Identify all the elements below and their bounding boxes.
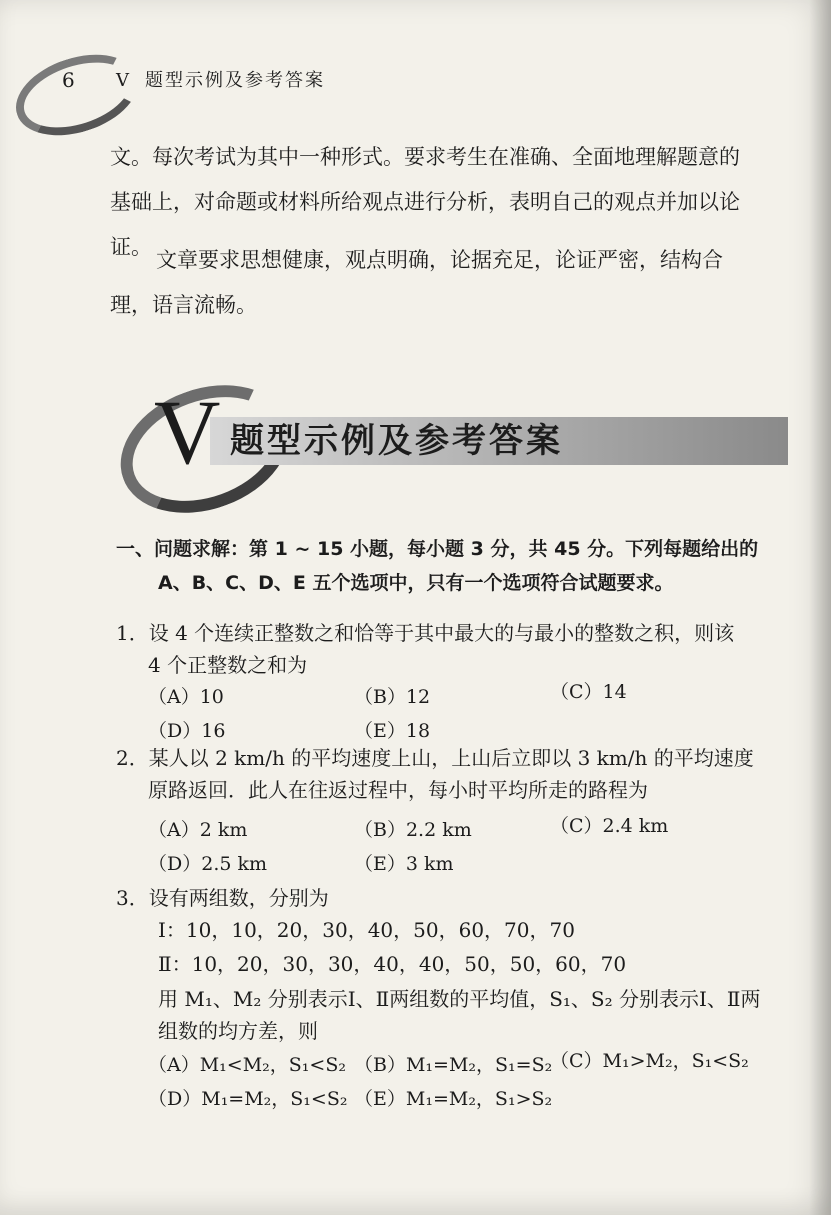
option-c: （C）2.4 km <box>550 815 669 837</box>
section-heading <box>116 532 796 600</box>
option-b: （B）2.2 km <box>354 819 472 841</box>
page-number: 6 <box>62 68 75 92</box>
option-d: （D）16 <box>148 720 226 742</box>
option-a: （A）M₁<M₂，S₁<S₂ <box>148 1054 346 1076</box>
question-1-line1: 1．设 4 个连续正整数之和恰等于其中最大的与最小的整数之积，则该 <box>116 621 735 645</box>
header-title-text: 题型示例及参考答案 <box>145 70 325 91</box>
option-e: （E）3 km <box>354 853 454 875</box>
question-3-group-2: Ⅱ：10，20，30，30，40，40，50，50，60，70 <box>158 952 627 976</box>
running-header <box>116 66 325 92</box>
section-heading-line1: 一、问题求解：第 1 ~ 15 小题，每小题 3 分，共 45 分。下列每题给出的 <box>116 538 759 560</box>
question-3-line3: 用 M₁、M₂ 分别表示Ⅰ、Ⅱ两组数的平均值，S₁、S₂ 分别表示Ⅰ、Ⅱ两 <box>158 987 761 1011</box>
chapter-banner <box>90 381 800 505</box>
question-3-stem <box>158 983 798 1047</box>
option-c: （C）14 <box>550 681 627 703</box>
question-3-group-1: Ⅰ：10，10，20，30，40，50，60，70，70 <box>158 918 575 942</box>
question-2 <box>116 742 806 806</box>
book-spine-shadow <box>809 0 831 1215</box>
option-b: （B）M₁=M₂，S₁=S₂ <box>354 1054 553 1076</box>
question-3-line4: 组数的均方差，则 <box>158 1019 318 1043</box>
option-c: （C）M₁>M₂，S₁<S₂ <box>550 1050 749 1072</box>
option-a: （A）2 km <box>148 819 248 841</box>
question-3-intro: 3．设有两组数，分别为 <box>116 886 329 910</box>
option-a: （A）10 <box>148 686 224 708</box>
question-1-line2: 4 个正整数之和为 <box>148 653 308 677</box>
option-e: （E）M₁=M₂，S₁>S₂ <box>354 1088 553 1110</box>
option-d: （D）2.5 km <box>148 853 268 875</box>
paragraph-2: 文章要求思想健康，观点明确，论据充足，论证严密，结构合理，语言流畅。 <box>110 248 723 317</box>
section-heading-line2: A、B、C、D、E 五个选项中，只有一个选项符合试题要求。 <box>158 572 674 594</box>
option-b: （B）12 <box>354 686 431 708</box>
option-d: （D）M₁=M₂，S₁<S₂ <box>148 1088 348 1110</box>
paragraph-1: 文。每次考试为其中一种形式。要求考生在准确、全面地理解题意的基础上，对命题或材料所给观点进行分析，表明自己的观点并加以论证。 <box>110 145 740 259</box>
question-2-line1: 2．某人以 2 km/h 的平均速度上山，上山后立即以 3 km/h 的平均速度 <box>116 746 754 770</box>
option-e: （E）18 <box>354 720 431 742</box>
header-swoosh-decoration <box>6 40 149 149</box>
banner-title: 题型示例及参考答案 <box>230 421 563 461</box>
question-1 <box>116 617 806 681</box>
header-roman: V <box>116 70 131 91</box>
banner-roman: V <box>154 381 221 483</box>
question-2-line2: 原路返回．此人在往返过程中，每小时平均所走的路程为 <box>148 778 648 802</box>
